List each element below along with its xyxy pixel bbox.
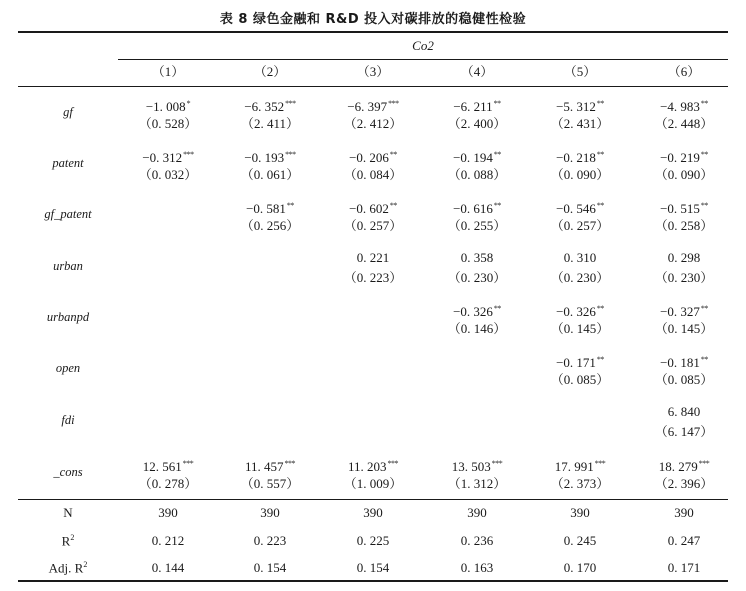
coefficient-value: −4. 983 <box>660 99 700 114</box>
significance-stars: ** <box>700 201 708 210</box>
coefficient-cell <box>427 456 527 475</box>
coefficient-cell <box>634 352 734 371</box>
coefficient-value: −0. 602 <box>349 201 389 216</box>
coefficient-value: 17. 991 <box>554 459 594 474</box>
stat-label <box>8 560 128 576</box>
standard-error: （0. 230） <box>447 270 507 285</box>
coefficient-value: −0. 194 <box>453 150 493 165</box>
coefficient-value: −0. 515 <box>660 201 700 216</box>
coefficient-cell <box>530 147 630 166</box>
significance-stars: *** <box>387 459 399 468</box>
standard-error: （2. 373） <box>550 476 610 491</box>
standard-error: （0. 084） <box>343 167 403 182</box>
coefficient-value: −0. 326 <box>556 304 596 319</box>
coefficient-cell <box>530 301 630 320</box>
coefficient-cell <box>634 404 734 420</box>
stat-value: 0. 154 <box>253 560 287 575</box>
stat-value: 0. 236 <box>460 533 494 548</box>
significance-stars: *** <box>182 459 194 468</box>
coefficient-cell <box>118 147 218 166</box>
significance-stars: *** <box>183 150 194 159</box>
coefficient-value: −0. 312 <box>142 150 183 165</box>
significance-stars: ** <box>596 201 604 210</box>
significance-stars: ** <box>700 150 708 159</box>
standard-error: （0. 230） <box>654 270 714 285</box>
significance-stars: *** <box>698 459 710 468</box>
coefficient-value: −6. 211 <box>453 99 493 114</box>
coefficient-value: −6. 352 <box>244 99 285 114</box>
top-rule <box>18 31 728 33</box>
variable-name: fdi <box>61 413 75 427</box>
dependent-variable-label: Co2 <box>412 38 434 53</box>
coefficient-cell <box>220 147 320 166</box>
coefficient-cell <box>530 198 630 217</box>
coefficient-value: 18. 279 <box>658 459 698 474</box>
stat-label <box>8 505 128 521</box>
coefficient-value: −0. 581 <box>246 201 286 216</box>
variable-name: gf <box>63 105 73 119</box>
coefficient-value: −0. 219 <box>660 150 700 165</box>
coefficient-value: −0. 181 <box>660 355 700 370</box>
stat-value: 0. 154 <box>356 560 390 575</box>
coefficient-cell <box>634 96 734 115</box>
standard-error: （0. 090） <box>654 167 714 182</box>
coefficient-value: 0. 358 <box>460 250 494 265</box>
variable-name: _cons <box>53 465 83 479</box>
significance-stars: *** <box>285 99 296 108</box>
coefficient-cell <box>220 456 320 475</box>
standard-error: （0. 257） <box>343 218 403 233</box>
standard-error: （2. 400） <box>447 116 507 131</box>
standard-error: （0. 258） <box>654 218 714 233</box>
coefficient-value: −0. 171 <box>556 355 596 370</box>
standard-error: （0. 257） <box>550 218 610 233</box>
bottom-rule <box>18 580 728 582</box>
variable-name: gf_patent <box>44 207 92 221</box>
significance-stars: ** <box>700 304 708 313</box>
standard-error: （2. 431） <box>550 116 610 131</box>
stat-value: 0. 223 <box>253 533 287 548</box>
coefficient-cell <box>530 456 630 475</box>
stats-rule <box>18 499 728 500</box>
coefficient-cell <box>118 456 218 475</box>
significance-stars: ** <box>700 99 708 108</box>
stat-value: 390 <box>674 505 694 520</box>
significance-stars: *** <box>285 150 296 159</box>
coefficient-cell <box>634 456 734 475</box>
significance-stars: ** <box>286 201 294 210</box>
stat-label-superscript: 2 <box>83 560 88 569</box>
column-header: （6） <box>667 64 701 79</box>
stat-value: 390 <box>467 505 487 520</box>
coefficient-cell <box>427 147 527 166</box>
coefficient-cell <box>323 147 423 166</box>
significance-stars: ** <box>389 201 397 210</box>
variable-name: patent <box>52 156 84 170</box>
standard-error: （0. 085） <box>550 372 610 387</box>
coefficient-cell <box>323 250 423 266</box>
table-caption: 表 8 绿色金融和 R&D 投入对碳排放的稳健性检验 <box>219 12 527 27</box>
stat-label-text: R <box>61 533 71 549</box>
standard-error: （2. 412） <box>343 116 403 131</box>
coefficient-value: −1. 008 <box>145 99 186 114</box>
coefficient-cell <box>634 250 734 266</box>
coefficient-value: −0. 616 <box>453 201 493 216</box>
coefficient-cell <box>634 147 734 166</box>
standard-error: （6. 147） <box>654 424 714 439</box>
coefficient-cell <box>323 198 423 217</box>
coefficient-cell <box>530 352 630 371</box>
stat-value: 0. 144 <box>151 560 185 575</box>
stat-value: 0. 163 <box>460 560 494 575</box>
variable-name: open <box>55 361 81 375</box>
coefficient-cell <box>220 198 320 217</box>
stat-value: 0. 170 <box>563 560 597 575</box>
coefficient-cell <box>220 96 320 115</box>
coefficient-value: 11. 457 <box>244 459 284 474</box>
stat-value: 0. 225 <box>356 533 390 548</box>
stat-label-text: N <box>63 505 73 520</box>
standard-error: （2. 396） <box>654 476 714 491</box>
standard-error: （0. 061） <box>240 167 300 182</box>
coefficient-value: 0. 298 <box>667 250 701 265</box>
coefficient-value: −6. 397 <box>347 99 388 114</box>
significance-stars: ** <box>493 99 501 108</box>
significance-stars: ** <box>389 150 397 159</box>
significance-stars: ** <box>493 150 501 159</box>
standard-error: （2. 448） <box>654 116 714 131</box>
coefficient-cell <box>323 456 423 475</box>
coefficient-value: −0. 327 <box>660 304 700 319</box>
standard-error: （0. 085） <box>654 372 714 387</box>
column-header: （5） <box>563 64 597 79</box>
coefficient-value: 0. 221 <box>356 250 390 265</box>
variable-name: urbanpd <box>46 310 90 324</box>
column-header: （4） <box>460 64 494 79</box>
coefficient-value: −5. 312 <box>556 99 596 114</box>
coefficient-cell <box>530 250 630 266</box>
coefficient-cell <box>427 301 527 320</box>
significance-stars: ** <box>596 99 604 108</box>
significance-stars: ** <box>596 355 604 364</box>
significance-stars: ** <box>596 150 604 159</box>
coefficient-cell <box>427 250 527 266</box>
standard-error: （1. 009） <box>343 476 403 491</box>
stat-label-text: Adj. R <box>48 560 84 576</box>
coefficient-cell <box>530 96 630 115</box>
standard-error: （0. 557） <box>240 476 300 491</box>
header-sub-rule <box>118 59 728 60</box>
coefficient-value: −0. 193 <box>244 150 285 165</box>
significance-stars: ** <box>493 201 501 210</box>
coefficient-cell <box>634 198 734 217</box>
coefficient-value: −0. 546 <box>556 201 596 216</box>
coefficient-value: 12. 561 <box>142 459 182 474</box>
stat-value: 0. 247 <box>667 533 701 548</box>
standard-error: （0. 145） <box>654 321 714 336</box>
standard-error: （0. 256） <box>240 218 300 233</box>
coefficient-cell <box>634 301 734 320</box>
header-bottom-rule <box>18 86 728 87</box>
significance-stars: ** <box>596 304 604 313</box>
standard-error: （2. 411） <box>240 116 300 131</box>
coefficient-value: −0. 326 <box>453 304 493 319</box>
stat-value: 390 <box>260 505 280 520</box>
variable-name: urban <box>53 259 83 273</box>
significance-stars: ** <box>493 304 501 313</box>
significance-stars: ** <box>700 355 708 364</box>
standard-error: （0. 145） <box>550 321 610 336</box>
coefficient-value: −0. 218 <box>556 150 596 165</box>
stat-value: 390 <box>570 505 590 520</box>
coefficient-value: 6. 840 <box>667 404 701 419</box>
standard-error: （0. 146） <box>447 321 507 336</box>
stat-value: 0. 212 <box>151 533 185 548</box>
coefficient-value: 0. 310 <box>563 250 597 265</box>
stat-value: 0. 171 <box>667 560 701 575</box>
coefficient-cell <box>118 96 218 115</box>
coefficient-cell <box>427 96 527 115</box>
standard-error: （0. 230） <box>550 270 610 285</box>
coefficient-cell <box>323 96 423 115</box>
coefficient-cell <box>427 198 527 217</box>
stat-value: 390 <box>158 505 178 520</box>
column-header: （3） <box>356 64 390 79</box>
standard-error: （0. 090） <box>550 167 610 182</box>
standard-error: （1. 312） <box>447 476 507 491</box>
column-header: （2） <box>253 64 287 79</box>
significance-stars: *** <box>594 459 606 468</box>
stat-value: 0. 245 <box>563 533 597 548</box>
standard-error: （0. 255） <box>447 218 507 233</box>
stat-label <box>8 533 128 549</box>
standard-error: （0. 223） <box>343 270 403 285</box>
standard-error: （0. 088） <box>447 167 507 182</box>
significance-stars: *** <box>491 459 503 468</box>
significance-stars: *** <box>284 459 296 468</box>
coefficient-value: −0. 206 <box>349 150 389 165</box>
standard-error: （0. 528） <box>138 116 198 131</box>
significance-stars: * <box>186 99 191 108</box>
stat-value: 390 <box>363 505 383 520</box>
stat-label-superscript: 2 <box>70 533 75 542</box>
coefficient-value: 13. 503 <box>451 459 491 474</box>
significance-stars: *** <box>388 99 399 108</box>
coefficient-value: 11. 203 <box>347 459 387 474</box>
column-header: （1） <box>151 64 185 79</box>
standard-error: （0. 032） <box>138 167 198 182</box>
standard-error: （0. 278） <box>138 476 198 491</box>
